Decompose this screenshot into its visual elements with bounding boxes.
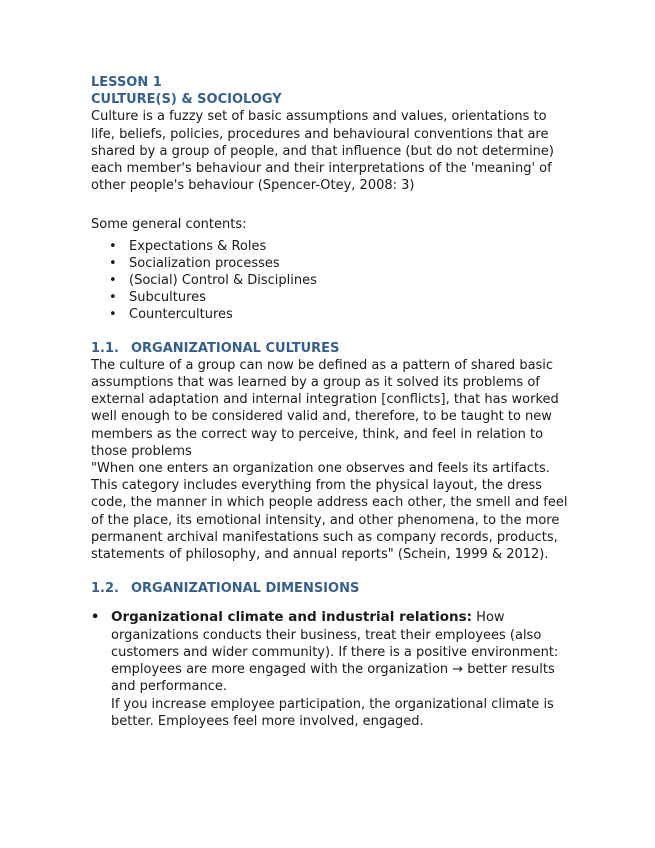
dimensions-list [91, 609, 571, 729]
general-contents-intro: Some general contents: [91, 217, 247, 233]
document-page [91, 74, 571, 730]
culture-group-paragraph: The culture of a group can now be defined as a pattern of shared basic assumptions that was learned by a group as it solved its problems of external adaptation and internal integration [conflicts], that has worked well enough to be considered valid and, therefore, to be taught to new members as the correct way to perceive, think, and feel in relation to those problems [91, 357, 559, 459]
lesson-title: CULTURE(S) & SOCIOLOGY [91, 92, 282, 108]
section-number: 1.1. [91, 340, 119, 356]
dimension-title: Organizational climate and industrial relations: [111, 609, 473, 626]
list-item: • Countercultures [91, 306, 571, 323]
list-item [91, 609, 571, 729]
dimension-description: How organizations conducts their business, treat their employees (also customers and wider community). If there is a positive environment: employees are more engaged with the organization → better results and performance. [111, 610, 559, 695]
general-contents-list [91, 238, 571, 324]
section-number: 1.2. [91, 581, 119, 597]
culture-definition: Culture is a fuzzy set of basic assumptions and values, orientations to life, beliefs, policies, procedures and behavioural conventions that are shared by a group of people, and that influence (but do not determine) each member's behaviour and their interpretations of the 'meaning' of other people's behaviour (Spencer-Otey, 2008: 3) [91, 109, 554, 194]
section-heading-organizational-cultures [91, 340, 571, 357]
lesson-label: LESSON 1 [91, 75, 162, 90]
dimension-extra: If you increase employee participation, the organizational climate is better. Employees feel more involved, engaged. [111, 696, 554, 729]
section-title: ORGANIZATIONAL DIMENSIONS [131, 581, 360, 597]
schein-quote-paragraph: "When one enters an organization one observes and feels its artifacts. This category includes everything from the physical layout, the dress code, the manner in which people address each other, the smell and feel of the place, its emotional intensity, and other phenomena, to the more permanent archival manifestations such as company records, products, statements of philosophy, and annual reports" (Schein, 1999 & 2012). [91, 461, 568, 563]
section-title: ORGANIZATIONAL CULTURES [131, 340, 340, 356]
section-heading-organizational-dimensions [91, 580, 571, 597]
list-item: • Socialization processes [91, 255, 571, 272]
list-item: • Expectations & Roles [91, 238, 571, 255]
list-item: • Subcultures [91, 289, 571, 306]
list-item: • (Social) Control & Disciplines [91, 272, 571, 289]
